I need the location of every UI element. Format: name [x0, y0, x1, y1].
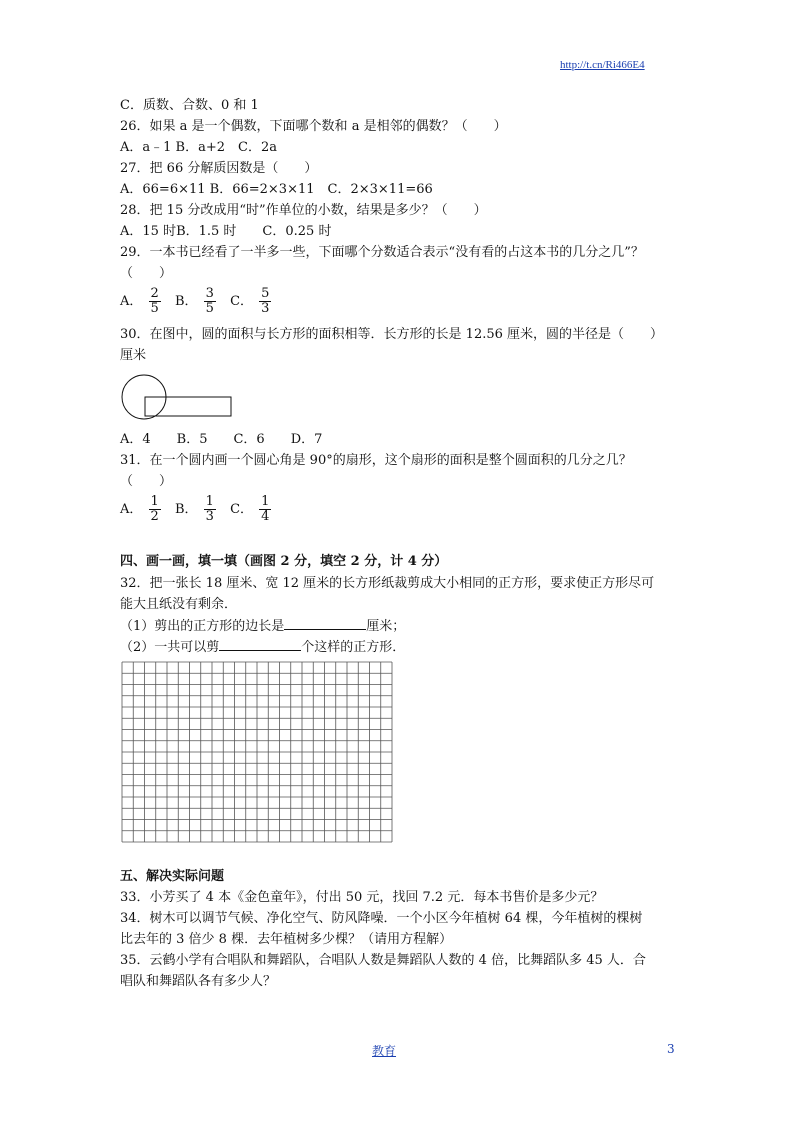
q32-sub2-prefix: （2）一共可以剪: [120, 640, 220, 655]
drawing-grid[interactable]: [121, 661, 394, 844]
q30-question: 30．在图中，圆的面积与长方形的面积相等．长方形的长是 12.56 厘米，圆的半径是（ ）: [120, 327, 664, 342]
q29-option-c-label: C．: [230, 293, 254, 309]
q30-options: A．4 B．5 C．6 D．7: [120, 432, 323, 447]
section-4-heading: 四、画一画，填一填（画图 2 分，填空 2 分，计 4 分）: [120, 554, 448, 569]
q32-sub1-prefix: （1）剪出的正方形的边长是: [120, 619, 285, 634]
q25-option-c: C．质数、合数、0 和 1: [120, 98, 259, 113]
q29-question: 29．一本书已经看了一半多一些，下面哪个分数适合表示“没有看的占这本书的几分之几”？: [120, 245, 644, 260]
section-5-heading: 五、解决实际问题: [120, 869, 225, 884]
q29-option-a-fraction: $\frac{2}{5}$: [150, 286, 159, 316]
q31-option-b-fraction: $\frac{1}{3}$: [205, 494, 214, 524]
q34-question: 34．树木可以调节气候、净化空气、防风降噪．一个小区今年植树 64 棵，今年植树的棵树: [120, 911, 643, 926]
q31-question: 31．在一个圆内画一个圆心角是 90°的扇形，这个扇形的面积是整个圆面积的几分之几？: [120, 453, 632, 468]
q34-question-cont: 比去年的 3 倍少 8 棵．去年植树多少棵？（请用方程解）: [120, 932, 453, 947]
q32-question-cont: 能大且纸没有剩余．: [120, 597, 238, 612]
q31-option-a-label: A．: [120, 501, 143, 517]
q27-question: 27．把 66 分解质因数是（ ）: [120, 161, 318, 176]
q32-question: 32．把一张长 18 厘米、宽 12 厘米的长方形纸裁剪成大小相同的正方形，要求使正方形尽可: [120, 576, 655, 591]
q29-option-b-fraction: $\frac{3}{5}$: [205, 286, 214, 316]
q27-options: A．66=6×11 B．66=2×3×11 C．2×3×11=66: [120, 182, 433, 197]
q29-paren: （ ）: [120, 266, 173, 281]
q31-option-c-label: C．: [230, 501, 254, 517]
q35-question-cont: 唱队和舞蹈队各有多少人？: [120, 974, 277, 989]
q35-question: 35．云鹤小学有合唱队和舞蹈队，合唱队人数是舞蹈队人数的 4 倍，比舞蹈队多 45 人．合: [120, 953, 646, 968]
figure-rectangle: [145, 397, 231, 416]
q32-sub1-blank[interactable]: [284, 617, 366, 630]
q33-question: 33．小芳买了 4 本《金色童年》，付出 50 元，找回 7.2 元．每本书售价是多少元？: [120, 890, 604, 905]
header-url-link[interactable]: http://t.cn/Ri466E4: [560, 59, 645, 71]
q31-paren: （ ）: [120, 474, 173, 489]
page-number: 3: [667, 1042, 675, 1056]
q32-sub1-suffix: 厘米；: [366, 619, 406, 634]
q32-sub2-blank[interactable]: [219, 638, 301, 651]
q32-sub2-suffix: 个这样的正方形．: [301, 640, 406, 655]
q28-options: A．15 时B．1.5 时 C．0.25 时: [120, 224, 332, 239]
q31-options: [120, 495, 273, 524]
q26-options: A．a﹣1 B．a+2 C．2a: [120, 140, 277, 155]
footer-link[interactable]: 教育: [372, 1044, 397, 1058]
q32-sub1: [120, 617, 405, 637]
q29-option-b-label: B．: [174, 293, 198, 309]
q28-question: 28．把 15 分改成用“时”作单位的小数，结果是多少？（ ）: [120, 203, 487, 218]
q30-question-cont: 厘米: [120, 348, 147, 363]
q32-sub2: [120, 638, 405, 658]
q29-options: [120, 287, 273, 316]
q31-option-a-fraction: $\frac{1}{2}$: [150, 494, 159, 524]
q29-option-a-label: A．: [120, 293, 143, 309]
q26-question: 26．如果 a 是一个偶数，下面哪个数和 a 是相邻的偶数？（ ）: [120, 119, 507, 134]
circle-rectangle-figure: [118, 372, 238, 422]
q31-option-b-label: B．: [174, 501, 198, 517]
q29-option-c-fraction: $\frac{5}{3}$: [261, 286, 270, 316]
q31-option-c-fraction: $\frac{1}{4}$: [261, 494, 270, 524]
